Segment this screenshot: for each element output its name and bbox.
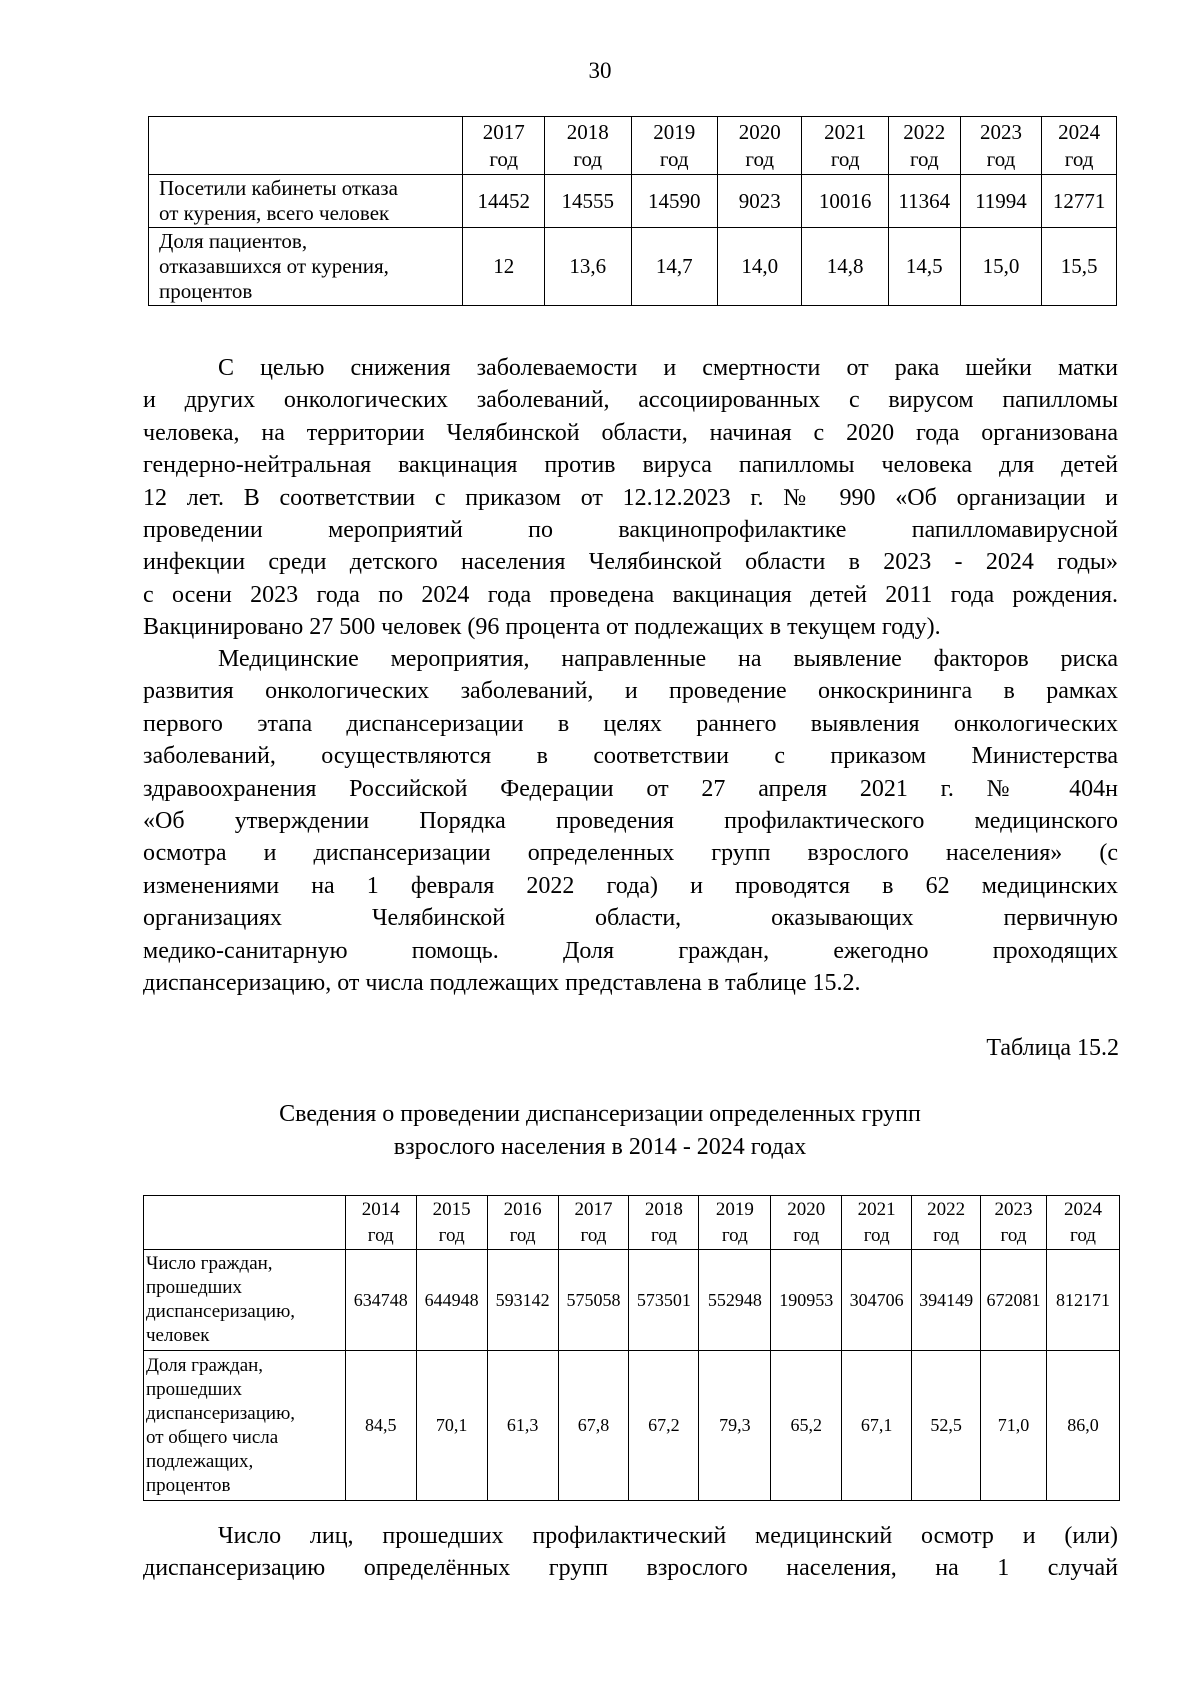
text-line: изменениями на 1 февраля 2022 года) и проводятся в 62 медицинских [143, 872, 1118, 899]
year-unit: год [509, 1224, 536, 1246]
year-header-cell [487, 1196, 558, 1250]
value-cell: 9023 [718, 175, 802, 228]
table-title-line: взрослого населения в 2014 - 2024 годах [393, 1134, 807, 1160]
year-label: 2023 [979, 119, 1022, 144]
value-cell: 67,8 [558, 1351, 629, 1501]
year-unit: год [830, 146, 860, 171]
value-cell: 65,2 [771, 1351, 842, 1501]
year-label: 2016 [503, 1198, 542, 1220]
text-line: инфекции среди детского населения Челябинской области в 2023 - 2024 годы» [143, 549, 1118, 576]
text-line: С целью снижения заболеваемости и смертности от рака шейки матки [218, 355, 1118, 381]
year-header-cell [842, 1196, 912, 1250]
value-cell: 67,2 [629, 1351, 699, 1501]
text-line: «Об утверждении Порядка проведения профилактического медицинского [143, 808, 1118, 835]
year-unit: год [1070, 1224, 1096, 1246]
value-cell: 52,5 [912, 1351, 981, 1501]
value-cell: 14,7 [631, 228, 718, 306]
text-line: Число лиц, прошедших профилактический медицинский осмотр и (или) [218, 1523, 1118, 1549]
text-line: человека, на территории Челябинской области, начиная с 2020 года организована [143, 419, 1118, 446]
paragraph-dispensary-screening [143, 643, 1118, 999]
value-cell: 10016 [802, 175, 889, 228]
row-label-line: Доля граждан, [146, 1354, 264, 1376]
year-unit: год [863, 1224, 890, 1246]
value-cell: 70,1 [416, 1351, 487, 1501]
row-label-line: подлежащих, [146, 1450, 254, 1472]
year-label: 2018 [566, 119, 609, 144]
row-label-line: Доля пациентов, [159, 229, 308, 253]
value-cell: 11994 [960, 175, 1042, 228]
text-line: гендерно-нейтральная вакцинация против вируса папилломы человека для детей [143, 452, 1118, 479]
year-unit: год [580, 1224, 607, 1246]
page-number: 30 [588, 58, 612, 83]
text-line: здравоохранения Российской Федерации от 27 апреля 2021 г. № 404н [143, 775, 1118, 802]
year-unit: год [909, 146, 939, 171]
year-header-cell [1047, 1196, 1120, 1250]
paragraph-hpv-vaccination [143, 352, 1118, 644]
text-line: первого этапа диспансеризации в целях раннего выявления онкологических [143, 710, 1118, 737]
year-label: 2021 [857, 1198, 896, 1220]
year-header-cell [771, 1196, 842, 1250]
table-number-caption: Таблица 15.2 [986, 1035, 1119, 1061]
value-cell: 672081 [981, 1250, 1047, 1351]
year-header-cell [544, 117, 631, 175]
year-label: 2022 [927, 1198, 966, 1220]
year-label: 2017 [574, 1198, 613, 1220]
row-label-line: Число граждан, [146, 1253, 273, 1274]
text-line: Медицинские мероприятия, направленные на выявление факторов риска [218, 646, 1118, 672]
year-label: 2015 [432, 1198, 471, 1220]
row-label-line: диспансеризацию, [146, 1301, 296, 1322]
text-line: Вакцинировано 27 500 человек (96 процента от подлежащих в текущем году). [143, 614, 941, 641]
value-cell: 84,5 [345, 1351, 416, 1501]
value-cell: 304706 [842, 1250, 912, 1351]
value-cell: 61,3 [487, 1351, 558, 1501]
value-cell: 14590 [631, 175, 718, 228]
year-header-cell [912, 1196, 981, 1250]
row-label-line: отказавшихся от курения, [159, 254, 389, 278]
year-header-cell [416, 1196, 487, 1250]
year-label: 2020 [738, 119, 781, 144]
value-cell: 14,0 [718, 228, 802, 306]
table-row [149, 175, 1117, 228]
value-cell: 14,8 [802, 228, 889, 306]
value-cell: 15,0 [960, 228, 1042, 306]
year-header-cell [631, 117, 718, 175]
row-label-line: от курения, всего человек [159, 201, 390, 225]
value-cell: 190953 [771, 1250, 842, 1351]
text-line: развития онкологических заболеваний, и проведение онкоскрининга в рамках [143, 678, 1118, 705]
value-cell: 394149 [912, 1250, 981, 1351]
text-line: проведении мероприятий по вакцинопрофилактике папилломавирусной [143, 517, 1118, 544]
row-label-line: процентов [146, 1474, 231, 1496]
year-label: 2018 [644, 1198, 683, 1220]
value-cell: 14452 [463, 175, 545, 228]
year-header-cell [981, 1196, 1047, 1250]
year-label: 2024 [1064, 1198, 1102, 1220]
row-label-cell [149, 228, 463, 306]
row-label-line: человек [146, 1325, 210, 1346]
value-cell: 14,5 [888, 228, 960, 306]
dispensary-table [143, 1195, 1120, 1501]
table-row [144, 1351, 1120, 1501]
year-header-cell [718, 117, 802, 175]
year-unit: год [489, 146, 519, 171]
value-cell: 14555 [544, 175, 631, 228]
value-cell: 634748 [345, 1250, 416, 1351]
year-label: 2017 [482, 119, 525, 144]
row-label-cell [144, 1250, 346, 1351]
table-row [149, 228, 1117, 306]
text-line: диспансеризацию определённых групп взрослого населения, на 1 случай [143, 1555, 1118, 1582]
text-line: медико-санитарную помощь. Доля граждан, ежегодно проходящих [143, 937, 1118, 964]
year-unit: год [367, 1224, 394, 1246]
year-unit: год [650, 1224, 677, 1246]
value-cell: 67,1 [842, 1351, 912, 1501]
paragraph-preventive-exam [143, 1520, 1118, 1585]
year-header-cell [345, 1196, 416, 1250]
row-label-line: прошедших [146, 1378, 242, 1400]
year-unit: год [793, 1224, 820, 1246]
year-header-cell [888, 117, 960, 175]
row-label-line: прошедших [146, 1277, 242, 1298]
year-unit: год [721, 1224, 748, 1246]
value-cell: 12 [463, 228, 545, 306]
year-header-cell [1042, 117, 1117, 175]
row-label-line: от общего числа [146, 1426, 279, 1448]
table-row [144, 1250, 1120, 1351]
text-line: 12 лет. В соответствии с приказом от 12.12.2023 г. № 990 «Об организации и [143, 484, 1118, 511]
smoking-cessation-table [148, 116, 1117, 306]
row-label-line: процентов [159, 279, 253, 303]
value-cell: 593142 [487, 1250, 558, 1351]
year-label: 2019 [715, 1198, 754, 1220]
value-cell: 79,3 [699, 1351, 771, 1501]
value-cell: 71,0 [981, 1351, 1047, 1501]
text-line: заболеваний, осуществляются в соответствии с приказом Министерства [143, 743, 1118, 770]
text-line: с осени 2023 года по 2024 года проведена вакцинация детей 2011 года рождения. [143, 581, 1118, 608]
year-unit: год [745, 146, 775, 171]
year-unit: год [573, 146, 603, 171]
year-unit: год [659, 146, 689, 171]
table-title-line: Сведения о проведении диспансеризации определенных групп [279, 1101, 921, 1127]
value-cell: 575058 [558, 1250, 629, 1351]
year-header-cell [960, 117, 1042, 175]
header-row [149, 117, 1117, 175]
year-unit: год [438, 1224, 465, 1246]
text-line: диспансеризацию, от числа подлежащих представлена в таблице 15.2. [143, 970, 861, 997]
year-header-cell [463, 117, 545, 175]
value-cell: 552948 [699, 1250, 771, 1351]
year-label: 2024 [1058, 119, 1101, 144]
header-corner-cell [149, 117, 463, 175]
row-label-cell [144, 1351, 346, 1501]
text-line: организациях Челябинской области, оказывающих первичную [143, 905, 1118, 932]
value-cell: 86,0 [1047, 1351, 1120, 1501]
year-label: 2019 [653, 119, 696, 144]
value-cell: 12771 [1042, 175, 1117, 228]
header-corner-cell [144, 1196, 346, 1250]
year-label: 2023 [994, 1198, 1033, 1220]
year-label: 2020 [787, 1198, 826, 1220]
year-label: 2021 [824, 119, 867, 144]
value-cell: 573501 [629, 1250, 699, 1351]
year-unit: год [986, 146, 1016, 171]
row-label-line: Посетили кабинеты отказа [159, 176, 398, 200]
row-label-cell [149, 175, 463, 228]
year-unit: год [933, 1224, 960, 1246]
year-label: 2014 [361, 1198, 400, 1220]
year-header-cell [802, 117, 889, 175]
year-header-cell [558, 1196, 629, 1250]
year-header-cell [629, 1196, 699, 1250]
value-cell: 13,6 [544, 228, 631, 306]
year-label: 2022 [903, 119, 946, 144]
year-unit: год [1000, 1224, 1027, 1246]
value-cell: 11364 [888, 175, 960, 228]
text-line: и других онкологических заболеваний, ассоциированных с вирусом папилломы [143, 387, 1118, 414]
text-line: осмотра и диспансеризации определенных групп взрослого населения» (с [143, 840, 1118, 867]
year-header-cell [699, 1196, 771, 1250]
header-row [144, 1196, 1120, 1250]
year-unit: год [1064, 146, 1094, 171]
table-title [0, 1098, 1200, 1164]
value-cell: 644948 [416, 1250, 487, 1351]
value-cell: 812171 [1047, 1250, 1120, 1351]
row-label-line: диспансеризацию, [146, 1402, 296, 1424]
value-cell: 15,5 [1042, 228, 1117, 306]
